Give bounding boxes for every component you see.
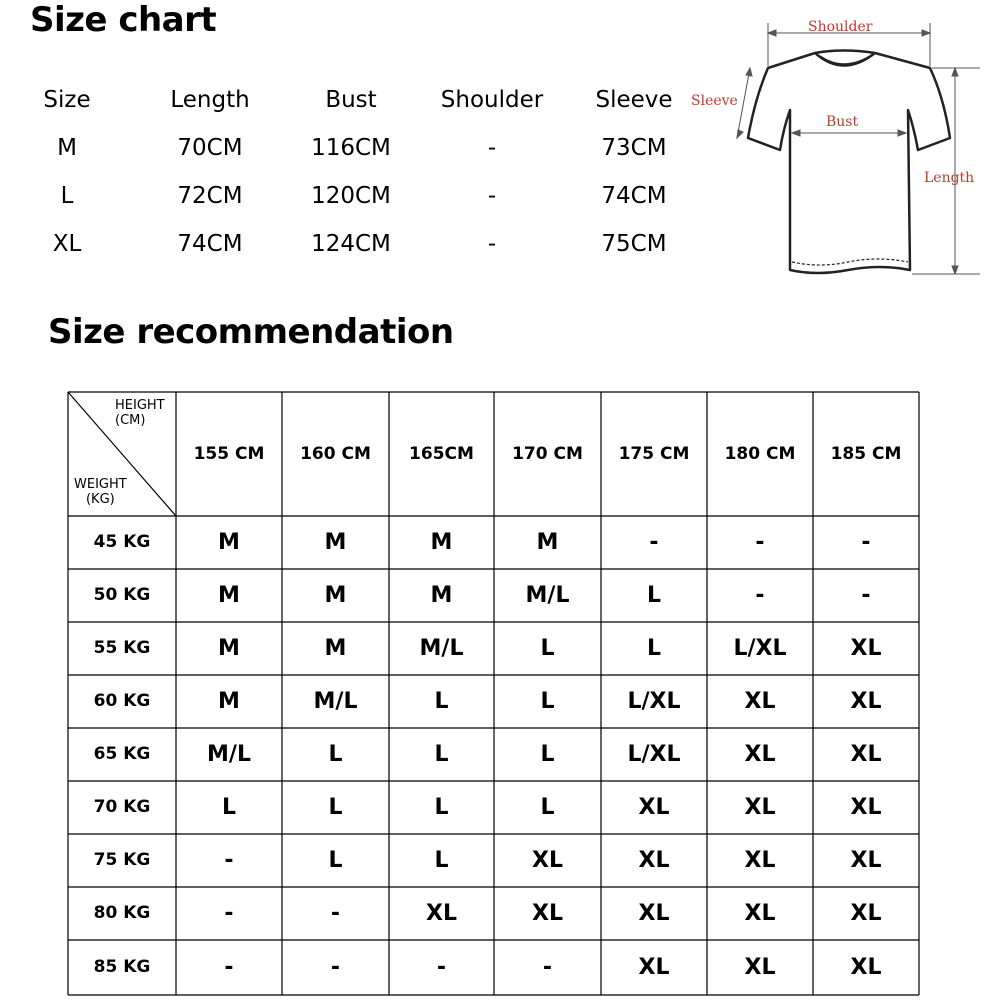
size-chart-title: Size chart bbox=[30, 0, 217, 40]
size-cell: XL bbox=[426, 901, 457, 926]
size-cell: - bbox=[330, 955, 341, 980]
size-cell: XL bbox=[850, 955, 882, 980]
size-cell: M bbox=[536, 530, 559, 555]
weight-label: 50 KG bbox=[93, 585, 151, 605]
size-cell: XL bbox=[744, 742, 776, 767]
weight-label: 75 KG bbox=[93, 850, 151, 870]
size-cell: L bbox=[434, 689, 449, 714]
size-cell: L bbox=[328, 795, 343, 820]
size-cell: M bbox=[218, 583, 240, 608]
size-cell: - bbox=[224, 901, 234, 926]
size-cell: L/XL bbox=[627, 742, 681, 767]
size-cell: L/XL bbox=[627, 689, 681, 714]
size-cell: XL bbox=[638, 955, 670, 980]
size-cell: M bbox=[430, 583, 453, 608]
size-cell: L bbox=[540, 742, 555, 767]
size-chart-cell: - bbox=[487, 183, 497, 209]
size-chart-cell: 74CM bbox=[177, 231, 243, 257]
size-cell: L bbox=[434, 848, 449, 873]
corner-weight-text: WEIGHT bbox=[74, 477, 127, 492]
size-chart-cell: 72CM bbox=[177, 183, 243, 209]
size-cell: M/L bbox=[419, 636, 464, 661]
size-chart-cell: M bbox=[57, 135, 77, 161]
size-chart-cell: - bbox=[487, 135, 497, 161]
size-cell: - bbox=[755, 583, 765, 608]
size-cell: L bbox=[221, 795, 237, 820]
corner-height-unit: (CM) bbox=[115, 413, 146, 428]
size-cell: XL bbox=[532, 901, 563, 926]
size-chart-cell: 120CM bbox=[311, 183, 391, 209]
size-cell: - bbox=[436, 955, 447, 980]
size-cell: - bbox=[755, 530, 765, 555]
size-cell: L bbox=[540, 689, 555, 714]
size-chart-header: Bust bbox=[325, 87, 377, 113]
height-header: 155 CM bbox=[193, 444, 265, 464]
weight-label: 55 KG bbox=[93, 638, 151, 658]
size-cell: - bbox=[224, 848, 234, 873]
size-chart-cell: - bbox=[487, 231, 497, 257]
size-cell: - bbox=[861, 530, 871, 555]
size-cell: M bbox=[324, 636, 347, 661]
size-chart-cell: 73CM bbox=[601, 135, 667, 161]
sleeve-label: Sleeve bbox=[691, 93, 738, 109]
size-cell: - bbox=[542, 955, 553, 980]
size-cell: L/XL bbox=[733, 636, 787, 661]
weight-label: 85 KG bbox=[93, 957, 151, 977]
height-header: 175 CM bbox=[618, 444, 690, 464]
size-cell: XL bbox=[638, 848, 670, 873]
size-cell: XL bbox=[850, 901, 882, 926]
size-cell: L bbox=[646, 583, 662, 608]
size-cell: - bbox=[224, 955, 234, 980]
corner-height-label bbox=[115, 398, 165, 428]
size-cell: M/L bbox=[207, 742, 251, 767]
height-header: 160 CM bbox=[300, 444, 371, 464]
size-cell: M bbox=[324, 530, 347, 555]
size-cell: L bbox=[328, 742, 343, 767]
size-cell: L bbox=[540, 795, 555, 820]
size-chart-header: Sleeve bbox=[595, 87, 673, 113]
size-cell: XL bbox=[638, 901, 670, 926]
height-header: 165CM bbox=[409, 444, 474, 464]
shoulder-label: Shoulder bbox=[808, 19, 873, 35]
size-cell: XL bbox=[850, 636, 882, 661]
size-chart-cell: 75CM bbox=[601, 231, 667, 257]
size-chart-header: Length bbox=[170, 87, 250, 113]
size-cell: XL bbox=[850, 689, 882, 714]
size-cell: L bbox=[646, 636, 662, 661]
size-chart-cell: 116CM bbox=[311, 135, 391, 161]
size-cell: M/L bbox=[313, 689, 358, 714]
weight-label: 80 KG bbox=[93, 903, 151, 923]
corner-weight-unit: (KG) bbox=[85, 492, 115, 507]
corner-weight-label bbox=[74, 477, 127, 507]
weight-label: 60 KG bbox=[93, 691, 151, 711]
length-label: Length bbox=[924, 170, 975, 186]
size-cell: XL bbox=[638, 795, 670, 820]
size-chart-header: Shoulder bbox=[440, 87, 544, 113]
size-cell: M bbox=[430, 530, 453, 555]
size-cell: M/L bbox=[525, 583, 570, 608]
size-cell: M bbox=[218, 689, 240, 714]
size-cell: - bbox=[649, 530, 659, 555]
size-cell: M bbox=[218, 636, 240, 661]
size-cell: XL bbox=[744, 901, 776, 926]
size-chart-cell: XL bbox=[52, 231, 82, 257]
size-cell: - bbox=[330, 901, 341, 926]
size-recommendation-title: Size recommendation bbox=[48, 312, 454, 352]
weight-label: 45 KG bbox=[93, 532, 151, 552]
height-header: 180 CM bbox=[724, 444, 796, 464]
size-cell: XL bbox=[744, 955, 776, 980]
size-cell: M bbox=[324, 583, 347, 608]
height-header: 170 CM bbox=[512, 444, 583, 464]
size-cell: XL bbox=[850, 795, 882, 820]
size-cell: XL bbox=[744, 795, 776, 820]
size-chart-cell: 124CM bbox=[311, 231, 391, 257]
size-cell: XL bbox=[850, 848, 882, 873]
size-chart-cell: 74CM bbox=[601, 183, 667, 209]
weight-label: 70 KG bbox=[93, 797, 151, 817]
size-cell: XL bbox=[850, 742, 882, 767]
corner-height-text: HEIGHT bbox=[115, 398, 165, 413]
size-cell: XL bbox=[744, 848, 776, 873]
weight-label: 65 KG bbox=[93, 744, 151, 764]
size-chart-header: Size bbox=[43, 87, 91, 113]
height-header: 185 CM bbox=[830, 444, 902, 464]
size-chart-cell: 70CM bbox=[177, 135, 243, 161]
size-cell: L bbox=[328, 848, 343, 873]
size-cell: L bbox=[434, 742, 449, 767]
size-chart-cell: L bbox=[60, 183, 74, 209]
size-cell: M bbox=[218, 530, 240, 555]
size-cell: XL bbox=[532, 848, 563, 873]
size-cell: L bbox=[434, 795, 449, 820]
size-cell: - bbox=[861, 583, 871, 608]
bust-label: Bust bbox=[826, 114, 859, 130]
size-cell: L bbox=[540, 636, 555, 661]
size-cell: XL bbox=[744, 689, 776, 714]
